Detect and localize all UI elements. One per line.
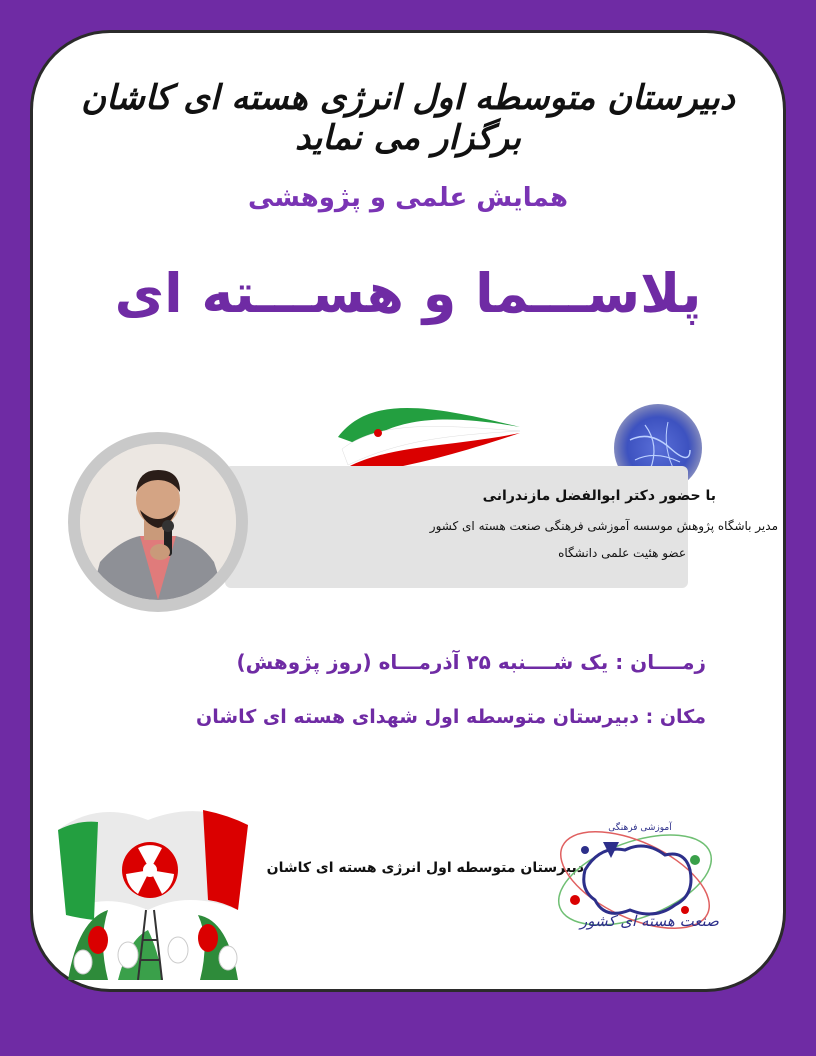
iran-flag-ribbon-icon — [300, 375, 530, 475]
speaker-photo — [80, 444, 236, 600]
logo-top-text: آموزشی فرهنگی — [608, 823, 672, 833]
speaker-faculty: عضو هئیت علمی دانشگاه — [558, 546, 686, 560]
nuclear-flag-tulips-art — [38, 790, 258, 980]
main-title: پلاســـما و هســـته ای — [114, 262, 702, 325]
event-place: مکان : دبیرستان متوسطه اول شهدای هسته ای کاشان — [196, 706, 706, 728]
nuclear-industry-logo — [545, 800, 725, 960]
event-time: زمــــان : یک شــــنبه ۲۵ آذرمـــاه (روز پژوهش) — [236, 650, 706, 674]
speaker-name: با حضور دکتر ابوالفضل مازندرانی — [482, 488, 716, 504]
speaker-role: مدیر باشگاه پژوهش موسسه آموزشی فرهنگی صنعت هسته ای کشور — [429, 519, 778, 533]
school-title: دبیرستان متوسطه اول انرژی هسته ای کاشان برگزار می نماید — [81, 78, 735, 158]
logo-caption: صنعت هسته ای کشور — [580, 912, 719, 930]
conference-label: همایش علمی و پژوهشی — [247, 183, 569, 213]
footer-school-name: دبیرستان متوسطه اول انرژی هسته ای کاشان — [266, 860, 584, 876]
